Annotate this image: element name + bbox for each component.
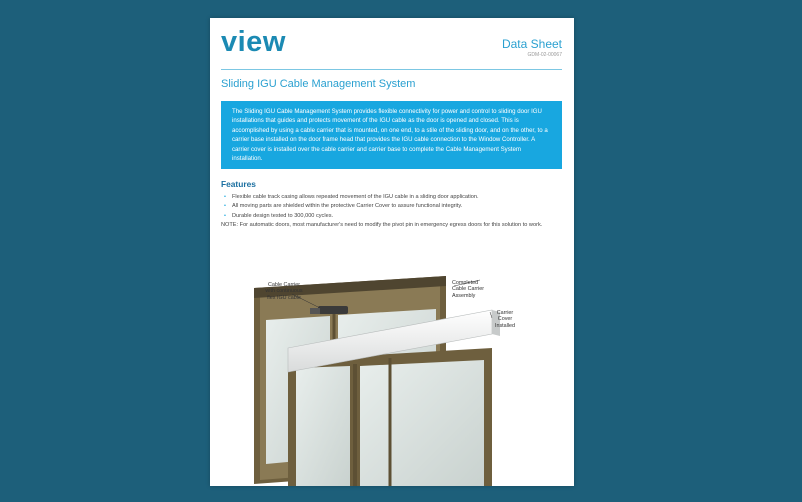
list-item [224, 193, 554, 202]
doc-type-label: Data Sheet [501, 37, 562, 51]
page-title: Sliding IGU Cable Management System [221, 78, 416, 90]
bullet-icon: • [224, 194, 226, 200]
front-sliding-door [288, 348, 492, 486]
header-divider [221, 69, 562, 70]
view-logo: view [221, 26, 286, 58]
doc-code: GDM-02-00067 [527, 52, 562, 58]
intro-text: The Sliding IGU Cable Management System provides flexible connectivity for power and control to sliding door IGU installations that guides and protects movement of the IGU cable as the door is opened and closed. This is accomplished by using a cable carrier that is mounted, on one end, to a stile of the sliding door, and on the other, to a carrier base installed on the door frame head that provides the IGU cable connection to the Window Controller. A carrier cover is installed over the cable carrier and carrier base to complete the Cable Management System installation. [232, 108, 548, 163]
callout-carrier-cover: Carrier Cover Installed [494, 310, 516, 329]
callout-cable-carrier: Cable Carrier with continuous flex IGU cable [265, 282, 303, 301]
intro-box [221, 101, 562, 169]
list-item [224, 212, 554, 221]
data-sheet-page [210, 18, 574, 486]
note-text: NOTE: For automatic doors, most manufacturer's need to modify the pivot pin in emergency egress doors for this solution to work. [221, 222, 543, 228]
features-list [224, 193, 554, 221]
list-item-text: Durable design tested to 300,000 cycles. [232, 212, 334, 219]
door-illustration [210, 248, 574, 486]
features-heading: Features [221, 179, 256, 189]
callout-completed-assembly: Completed Cable Carrier Assembly [452, 280, 485, 299]
bullet-icon: • [224, 212, 226, 219]
list-item-text: All moving parts are shielded within the protective Carrier Cover to assure functional integrity. [232, 203, 463, 210]
list-item-text: Flexible cable track casing allows repeated movement of the IGU cable in a sliding door application. [232, 194, 479, 200]
list-item [224, 202, 554, 211]
bullet-icon: • [224, 203, 226, 210]
